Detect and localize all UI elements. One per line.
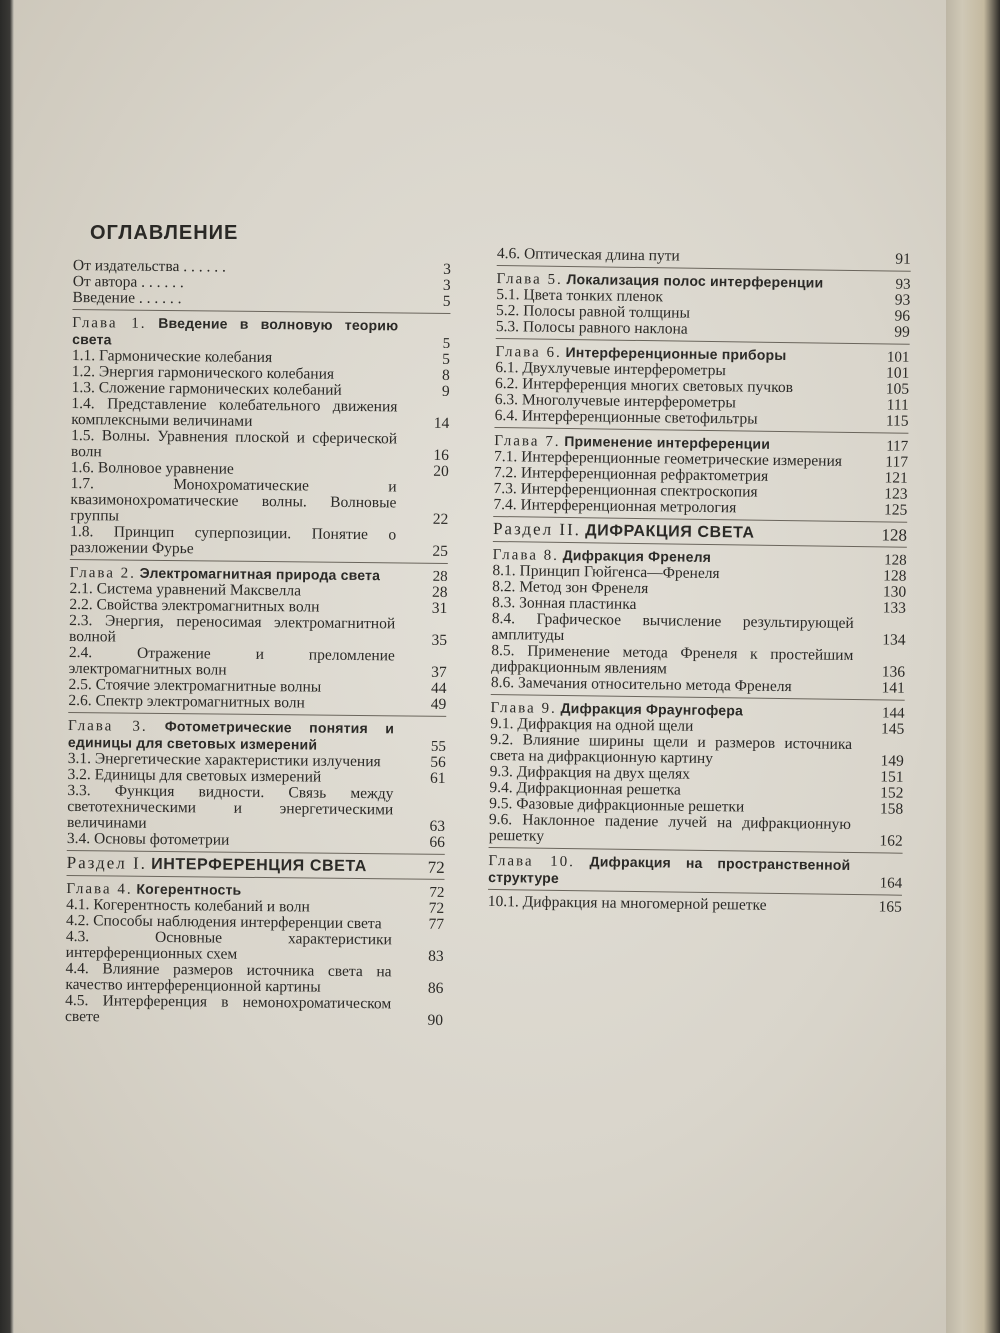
toc-heading-name: Локализация полос интерференции [566,270,824,291]
toc-entry [70,476,448,528]
toc-heading-name: Когерентность [136,880,242,898]
toc-entry [69,645,447,681]
toc-entry-title: 2.5. Стоячие электромагнитные волны [68,675,322,696]
toc-part-heading [66,852,445,877]
toc-heading-prefix: Глава 4. [66,880,133,898]
toc-heading-name: Дифракция Фраунгофера [560,699,744,719]
toc-heading-name: Дифракция Френеля [562,546,712,566]
toc-page-number: 149 [880,752,904,770]
toc-page-number: 86 [427,979,444,997]
toc-page-number: 77 [428,915,445,933]
toc-entry-title: 10.1. Дифракция на многомерной решетке [487,892,767,914]
toc-entry-title: 7.4. Интерференционная метрология [493,495,737,517]
toc-right-column [488,246,911,916]
toc-entry-title: 7.1. Интерференционные геометрические измерения [493,447,843,470]
toc-heading-title [488,852,860,891]
toc-entry-title: 6.3. Многолучевые интерферометры [494,390,737,412]
toc-entry-title: 3.1. Энергетические характеристики излучения [67,749,381,771]
toc-heading-title [68,717,404,755]
toc-page-number: 128 [883,567,907,585]
section-divider [68,712,446,717]
toc-entry-title: 1.2. Энергия гармонического колебания [71,362,335,383]
toc-page-number: 164 [879,875,903,892]
toc-page-number: 66 [429,833,445,851]
toc-entry-title: 3.3. Функция видности. Связь между светотехническими и энергетическими величинами [66,781,394,832]
toc-page-number: 63 [429,817,446,835]
toc-page-number: 8 [441,366,450,384]
toc-heading: ОГЛАВЛЕНИЕ [90,222,239,244]
toc-entry-title: 5.3. Полосы равного наклона [495,317,688,338]
toc-page-number: 115 [885,412,909,430]
toc-heading-name: Применение интерференции [564,432,771,452]
toc-page-number: 123 [884,485,908,503]
toc-page-number: 141 [881,679,905,697]
toc-page-number: 136 [881,663,906,681]
toc-page-number: 9 [441,382,450,400]
toc-page-number: 44 [430,679,447,697]
toc-page-number: 72 [429,884,445,901]
toc-heading-name: Интерференционные приборы [565,343,787,364]
toc-entry-title: 7.2. Интерференционная рефрактометрия [493,463,769,485]
toc-entry-title: 9.5. Фазовые дифракционные решетки [489,794,745,816]
toc-page-number: 128 [881,525,908,545]
toc-entry-title: 5.2. Полосы равной толщины [495,301,691,322]
toc-entry [68,693,446,713]
toc-page-number: 90 [427,1011,444,1029]
toc-heading-prefix: Глава 2. [69,564,137,582]
toc-entry-title: 8.6. Замечания относительно метода Френеля [490,673,792,696]
toc-heading-prefix: Раздел I. [66,852,148,873]
toc-entry-title: 1.6. Волновое уравнение [70,458,234,478]
toc-entry-title: 1.8. Принцип суперпозиции. Понятие о разложении Фурье [69,522,397,558]
toc-entry-title: 7.3. Интерференционная спектроскопия [493,479,758,501]
toc-page-number: 96 [894,307,911,325]
toc-entry-title: 4.1. Когерентность колебаний и волн [66,895,310,916]
toc-page-number: 145 [880,720,905,738]
toc-page-number: 91 [895,250,911,268]
toc-entry-title: 6.2. Интерференция многих световых пучков [494,374,794,397]
toc-entry-title: 4.4. Влияние размеров источника света на качество интерференционной картины [65,959,392,996]
toc-page-number: 55 [430,738,446,755]
toc-page-number: 93 [895,276,911,293]
toc-page-number: 162 [879,832,903,850]
toc-page-number: 28 [432,568,448,585]
toc-page-number: 31 [431,599,448,617]
toc-entry-title: 2.3. Энергия, переносимая электромагнитной волной [68,611,396,646]
toc-entry-title: 5.1. Цвета тонких пленок [496,285,664,306]
toc-entry-title: 3.4. Основы фотометрии [66,829,230,849]
toc-entry [489,812,903,850]
toc-heading-prefix: Глава 8. [492,546,560,564]
toc-entry-title: 6.4. Интерференционные светофильтры [494,406,758,428]
toc-entry-title: 8.2. Метод зон Френеля [492,577,649,598]
toc-page-number: 101 [886,349,910,366]
toc-heading-prefix: Глава 1. [72,314,147,332]
toc-entry-title: 9.4. Дифракционная решетка [489,778,681,799]
toc-entry-title: 9.1. Дифракция на одной щели [490,714,694,735]
toc-page-number: 49 [430,695,447,713]
toc-heading-name: Фотометрические понятия и единицы для световых измерений [67,717,395,753]
toc-page-number: 61 [429,769,446,787]
toc-page-number: 151 [880,768,904,786]
toc-entry-title: 1.3. Сложение гармонических колебаний [71,378,342,399]
toc-entry-title: 4.5. Интерференция в немонохроматическом свете [64,991,392,1026]
toc-entry [71,428,449,464]
toc-page-number: 121 [884,469,908,487]
toc-entry-title: 2.1. Система уравнений Максвелла [69,579,302,600]
toc-page-number: 28 [431,583,448,601]
toc-entry-title: 1.4. Представление колебательного движения комплексными величинами [71,394,398,430]
toc-page-number: 134 [882,631,906,649]
toc-heading-prefix: Глава 7. [494,432,561,450]
toc-entry-title: 1.7. Монохроматические и квазимонохроматические волны. Волновые группы [70,474,397,525]
toc-entry [66,929,444,965]
toc-entry-title: 8.1. Принцип Гюйгенса—Френеля [492,561,720,583]
toc-entry [72,290,450,310]
toc-page-number: 158 [879,800,904,818]
toc-heading-name: ДИФРАКЦИЯ СВЕТА [585,522,755,542]
toc-page-number: 25 [432,542,449,560]
toc-page-number: 93 [894,291,911,309]
toc-heading-prefix: Глава 5. [496,270,563,288]
toc-entry-title: Введение . . . . . . [72,288,182,308]
toc-entry-title: 9.2. Влияние ширины щели и размеров источника света на дифракционную картину [489,730,853,768]
toc-entry-title: 8.3. Зонная пластинка [491,593,637,613]
toc-entry-title: 2.4. Отражение и преломление электромагнитных волн [68,643,395,679]
toc-entry-title: 9.3. Дифракция на двух щелях [489,762,691,783]
toc-page-number: 3 [442,276,451,294]
toc-entry [70,524,448,560]
toc-page-number: 20 [433,462,449,480]
toc-chapter-heading [72,314,450,352]
toc-page-number: 72 [428,899,445,917]
toc-page-number: 144 [881,705,905,722]
toc-page-number: 35 [431,631,448,649]
toc-entry-title: 2.6. Спектр электромагнитных волн [68,691,305,712]
toc-entry [65,961,443,997]
toc-heading-prefix: Глава 10. [488,852,576,871]
toc-page-number: 128 [884,552,907,569]
toc-page-number: 99 [894,323,910,341]
toc-page-number: 101 [885,364,910,382]
toc-page-number: 117 [885,453,909,471]
toc-heading-name: ИНТЕРФЕРЕНЦИЯ СВЕТА [151,855,368,876]
toc-page-number: 165 [878,898,902,916]
toc-entry-title: 6.1. Двухлучевые интерферометры [495,358,726,380]
toc-page-number: 16 [433,446,450,464]
toc-entry [65,993,443,1029]
section-divider [72,309,450,314]
toc-page-number: 5 [442,335,451,352]
toc-page-number: 125 [883,501,908,519]
toc-page-number: 37 [431,663,447,681]
toc-entry-title: 8.5. Применение метода Френеля к простейшим дифракционным явлениям [491,641,854,678]
toc-entry [69,613,447,649]
toc-entry-title: 1.1. Гармонические колебания [71,346,273,367]
toc-heading-title [72,314,408,352]
toc-page-number: 14 [433,414,450,432]
toc-heading-title [492,518,865,543]
toc-heading-prefix: Глава 9. [490,699,557,717]
toc-page-number: 56 [430,753,446,771]
toc-page-number: 5 [442,292,451,310]
section-divider [70,559,448,564]
toc-heading-title [66,852,403,876]
toc-page-number: 111 [886,396,909,414]
toc-heading-prefix: Глава 3. [68,717,148,735]
toc-entry-title: От автора . . . . . . [72,272,184,292]
toc-entry-title: 4.3. Основные характеристики интерференционных схем [65,927,392,963]
toc-entry-title: 4.6. Оптическая длина пути [496,245,680,265]
toc-page-number: 83 [428,947,444,965]
toc-entry-title: 8.4. Графическое вычисление результирующей амплитуды [491,609,854,644]
toc-page-number: 5 [442,350,451,368]
toc-heading-name: Введение в волновую теорию света [72,314,399,348]
toc-page-number: 3 [443,260,451,278]
toc-page-number: 152 [880,784,904,802]
toc-entry-title: От издательства . . . . . . [72,257,226,276]
toc-heading-prefix: Раздел II. [492,518,582,540]
toc-heading-name: Дифракция на пространственной структуре [488,853,851,886]
toc-entry [67,831,445,851]
toc-chapter-heading [68,717,446,755]
toc-page-number: 130 [882,583,907,601]
toc-part-heading [492,518,908,545]
toc-page-number: 105 [885,380,910,398]
section-divider [67,875,445,880]
toc-heading-prefix: Глава 6. [495,343,562,361]
toc-entry-title: 4.2. Способы наблюдения интерференции света [65,911,382,933]
toc-page-number: 117 [886,438,909,455]
toc-entry-title: 9.6. Наклонное падение лучей на дифракционную решетку [488,810,852,845]
toc-entry [71,396,449,432]
toc-page-number: 133 [882,599,907,617]
toc-page-number: 22 [432,510,449,528]
toc-left-column [65,258,451,1029]
toc-page-number: 72 [427,857,445,877]
toc-entry-title: 3.2. Единицы для световых измерений [67,765,322,786]
toc-heading-name: Электромагнитная природа света [139,564,381,584]
toc-chapter-heading [488,852,902,892]
book-binding-edge [946,0,1000,1333]
toc-entry [67,783,445,835]
toc-entry-title: 2.2. Свойства электромагнитных волн [69,595,320,616]
toc-entry-title: 1.5. Волны. Уравнения плоской и сферической волн [70,426,398,461]
